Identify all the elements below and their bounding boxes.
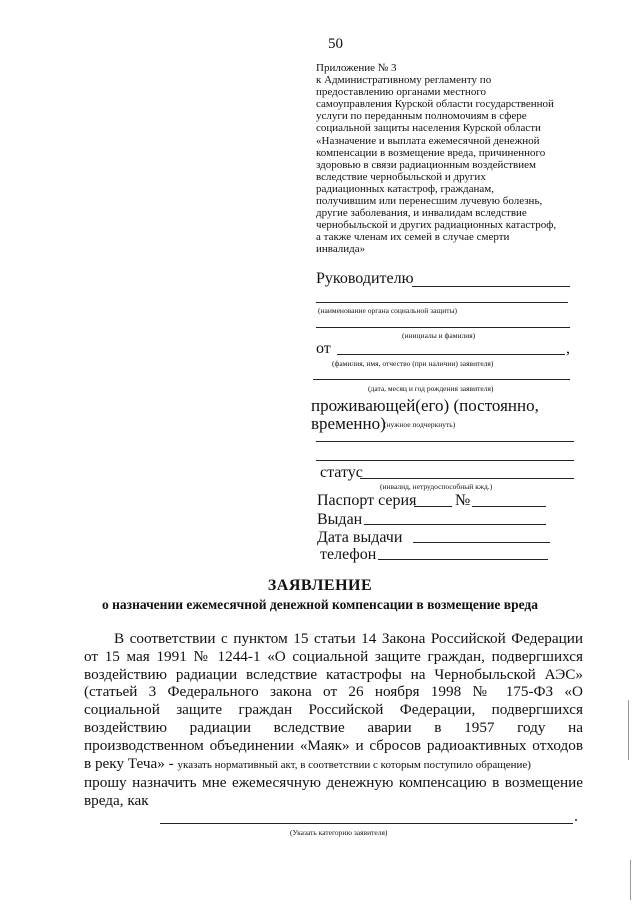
issue-date-label: Дата выдачи <box>317 529 403 546</box>
status-caption: (инвалид, нетрудоспособный кжд.) <box>380 482 493 491</box>
issued-label: Выдан <box>317 511 363 528</box>
statement-body <box>84 630 583 810</box>
appendix-line: к Административному регламенту по <box>316 74 492 87</box>
applicant-fio-field[interactable] <box>337 354 565 355</box>
issued-by-field[interactable] <box>364 524 546 525</box>
phone-field[interactable] <box>378 559 548 560</box>
from-label: от <box>316 340 331 357</box>
appendix-line: получившим или перенесшим лучевую болезнь, <box>316 195 543 208</box>
body-line-8b: указать нормативный акт, в соответствии с которым поступило обращение) <box>177 758 531 771</box>
fio-caption: (фамилия, имя, отчество (при наличии) заявителя) <box>332 359 494 368</box>
body-line: от 15 мая 1991 № 1244-1 «О социальной защите граждан, подвергшихся <box>84 647 583 665</box>
appendix-line: самоуправления Курской области государственной <box>316 98 554 111</box>
body-line: прошу назначить мне ежемесячную денежную компенсацию в возмещение <box>84 774 583 792</box>
passport-label: Паспорт серия <box>317 492 417 509</box>
body-end-dot: . <box>574 808 578 825</box>
from-comma: , <box>566 340 570 357</box>
body-line: производственном объединении «Маяк» и сбросов радиоактивных отходов <box>84 736 583 754</box>
body-line <box>84 755 583 775</box>
appendix-line: услуги по переданным полномочиям в сфере <box>316 110 527 123</box>
appendix-line: вследствие чернобыльской и других <box>316 170 486 183</box>
passport-series-field[interactable] <box>414 506 452 507</box>
address-field-2[interactable] <box>316 460 574 461</box>
passport-number-field[interactable] <box>472 506 546 507</box>
body-line-8a: в реку Теча» - <box>84 754 178 772</box>
initials-caption: (инициалы и фамилия) <box>402 331 476 340</box>
birth-date-field[interactable] <box>313 379 570 380</box>
document-subtitle: о назначении ежемесячной денежной компенсации в возмещение вреда <box>102 597 538 612</box>
passport-no-label: № <box>455 492 471 509</box>
org-caption: (наименование органа социальной защиты) <box>318 306 458 315</box>
body-line: В соответствии с пунктом 15 статьи 14 Закона Российской Федерации <box>114 630 583 647</box>
address-field-1[interactable] <box>316 441 574 442</box>
residing-label: проживающей(его) (постоянно, <box>311 396 539 415</box>
body-line <box>84 792 583 810</box>
phone-label: телефон <box>320 546 377 563</box>
body-line: (статьей 3 Федерального закона от 26 ноября 1998 № 175-ФЗ «О <box>84 683 583 701</box>
appendix-line: инвалида» <box>316 243 366 256</box>
birth-caption: (дата, месяц и год рождения заявителя) <box>368 384 494 393</box>
residing-label-2: временно) <box>311 414 386 433</box>
appendix-line: а также членам их семей в случае смерти <box>316 231 510 244</box>
appendix-line: чернобыльской и других радиационных катастроф, <box>316 219 557 232</box>
initials-field[interactable] <box>316 327 570 328</box>
body-line-10: вреда, как <box>84 792 149 810</box>
appendix-line: «Назначение и выплата ежемесячной денежной <box>316 134 540 147</box>
status-field[interactable] <box>360 478 574 479</box>
head-label: Руководителю <box>316 270 414 287</box>
appendix-line: предоставлению органами местного <box>316 86 487 99</box>
head-name-field[interactable] <box>412 286 570 287</box>
category-field[interactable] <box>160 823 573 824</box>
underline-caption: (нужное подчеркнуть) <box>384 420 456 429</box>
appendix-line: компенсации в возмещение вреда, причиненного <box>316 146 546 159</box>
body-line: воздействию радиации вследствие аварии в 1957 году на <box>84 718 583 736</box>
appendix-line: здоровью в связи радиационным воздействием <box>316 158 536 171</box>
body-line: социальной защите граждан Российской Федерации, подвергшихся <box>84 701 583 719</box>
body-line: воздействию радиации вследствие катастрофы на Чернобыльской АЭС» <box>84 665 583 683</box>
org-name-field[interactable] <box>316 302 568 303</box>
document-title: ЗАЯВЛЕНИЕ <box>267 577 373 594</box>
appendix-title: Приложение № 3 <box>316 62 397 74</box>
scan-mark <box>630 860 631 900</box>
scan-mark <box>628 700 629 760</box>
status-label: статус <box>320 464 363 481</box>
page-number: 50 <box>328 36 343 52</box>
appendix-line: радиационных катастроф, гражданам, <box>316 182 494 195</box>
appendix-line: социальной защиты населения Курской области <box>316 122 541 135</box>
appendix-line: другие заболевания, и инвалидам вследствие <box>316 207 527 220</box>
category-caption: (Указать категорию заявителя) <box>290 828 388 837</box>
issue-date-field[interactable] <box>413 542 550 543</box>
appendix-block <box>316 62 586 256</box>
